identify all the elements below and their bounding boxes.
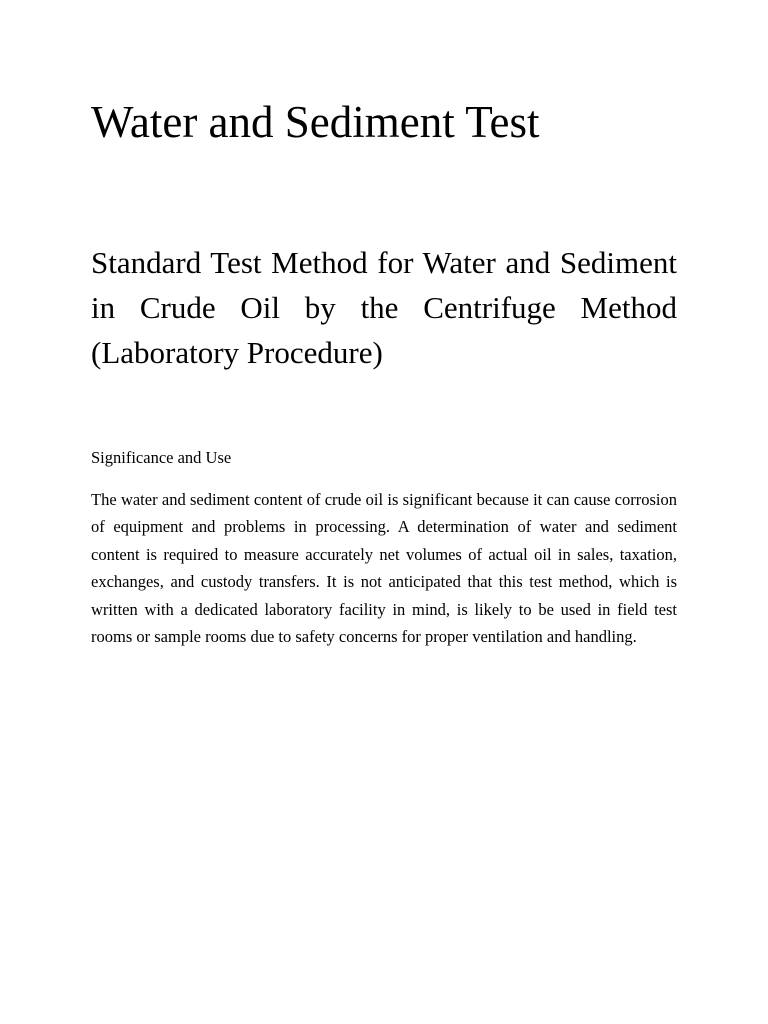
- section-heading: Significance and Use: [91, 448, 232, 467]
- body-paragraph: The water and sediment content of crude oil is significant because it can cause corrosion of equipment and problems in processing. A determination of water and sediment content is required to measure accurately net volumes of actual oil in sales, taxation, exchanges, and custody transfers. It is not anticipated that this test method, which is written with a dedicated laboratory facility in mind, is likely to be used in field test rooms or sample rooms due to safety concerns for proper ventilation and handling.: [91, 490, 677, 647]
- document-subtitle: Standard Test Method for Water and Sediment in Crude Oil by the Centrifuge Method (Laboratory Procedure): [91, 245, 677, 370]
- document-title: Water and Sediment Test: [91, 97, 540, 147]
